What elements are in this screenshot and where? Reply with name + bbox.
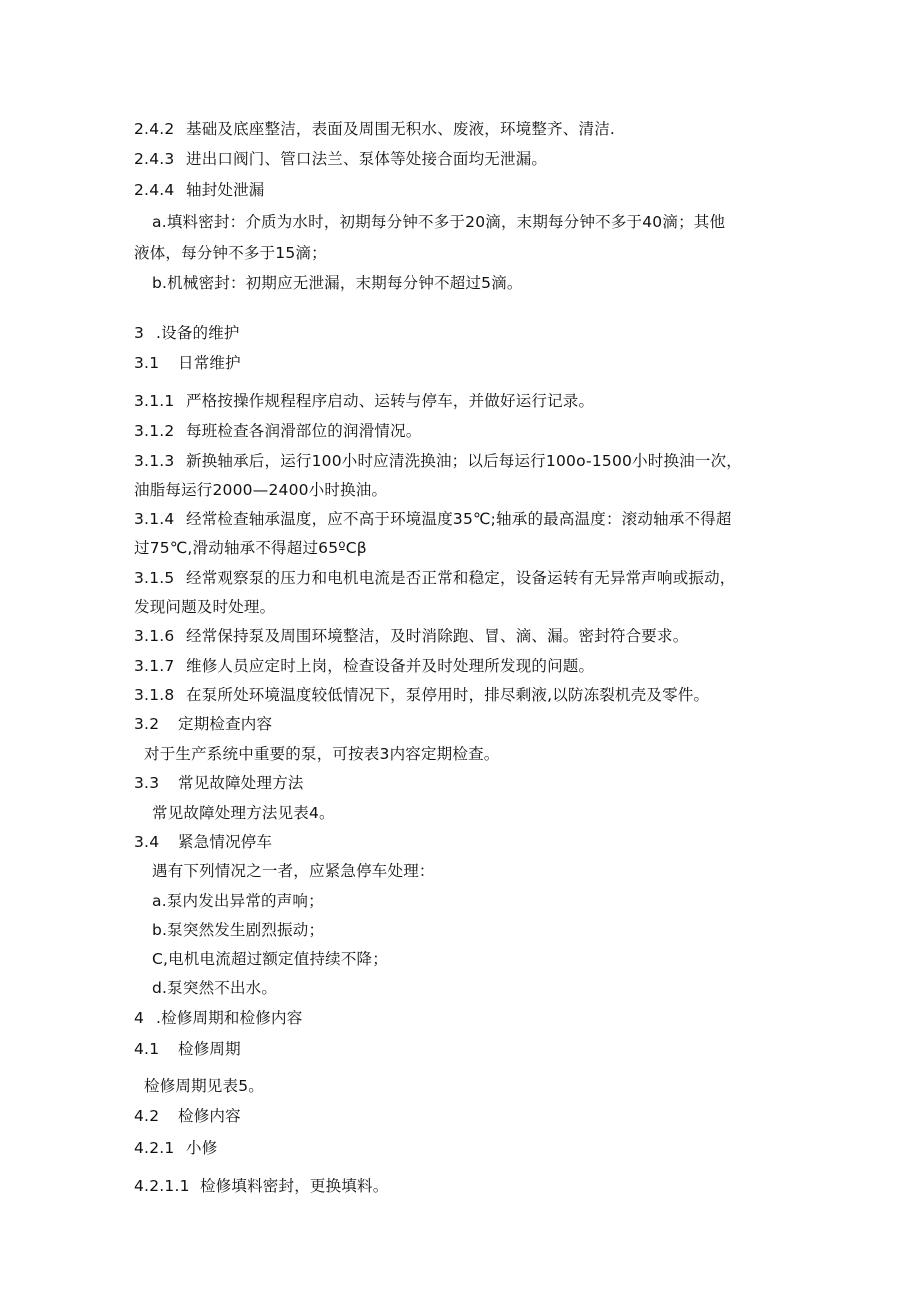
section-3-1	[134, 352, 241, 374]
section-number: 3	[134, 324, 145, 342]
paragraph-line: b.机械密封：初期应无泄漏，末期每分钟不超过5滴。	[152, 274, 523, 292]
section-2-4-3	[134, 148, 547, 170]
section-text: 紧急情况停车	[178, 833, 273, 851]
paragraph-line: 液体，每分钟不多于15滴；	[134, 244, 327, 262]
section-number: 3.2	[134, 715, 160, 733]
section-3-1-7	[134, 655, 594, 677]
list-item: C,电机电流超过额定值持续不降；	[152, 950, 388, 968]
section-3-2	[134, 713, 272, 735]
section-text: 常见故障处理方法	[178, 774, 304, 792]
section-4-2-1-1	[134, 1175, 388, 1197]
section-text: .检修周期和检修内容	[156, 1009, 303, 1027]
section-3-1-5	[134, 567, 736, 589]
section-text: 进出口阀门、管口法兰、泵体等处接合面均无泄漏。	[186, 150, 548, 168]
section-number: 4.2.1	[134, 1139, 175, 1157]
section-number: 3.1.7	[134, 657, 175, 675]
section-3-1-2	[134, 420, 422, 442]
section-number: 3.1.6	[134, 627, 175, 645]
section-text: 在泵所处环境温度较低情况下，泵停用时，排尽剩液,以防冻裂机壳及零件。	[186, 686, 710, 704]
section-text: 定期检查内容	[178, 715, 273, 733]
section-4-1	[134, 1038, 241, 1060]
section-number: 3.1	[134, 354, 160, 372]
paragraph-line: 过75℃,滑动轴承不得超过65ºCβ	[134, 539, 367, 557]
section-3-1-8	[134, 684, 709, 706]
paragraph-line: a.填料密封：介质为水时，初期每分钟不多于20滴，末期每分钟不多于40滴；其他	[152, 213, 726, 231]
section-number: 3.1.8	[134, 686, 175, 704]
section-text: 小修	[186, 1139, 218, 1157]
section-4-2-1	[134, 1137, 217, 1159]
section-number: 3.1.1	[134, 392, 175, 410]
section-number: 2.4.2	[134, 120, 175, 138]
section-text: 维修人员应定时上岗，检查设备并及时处理所发现的问题。	[186, 657, 595, 675]
section-text: 检修周期	[178, 1040, 241, 1058]
section-3-4	[134, 831, 272, 853]
paragraph-line: 对于生产系统中重要的泵，可按表3内容定期检查。	[144, 745, 500, 763]
section-text: 基础及底座整洁，表面及周围无积水、废液，环境整齐、清洁.	[186, 120, 616, 138]
section-3-1-4	[134, 508, 732, 530]
section-text: .设备的维护	[156, 324, 240, 342]
section-number: 2.4.4	[134, 181, 175, 199]
section-3-3	[134, 772, 304, 794]
paragraph-line: 常见故障处理方法见表4。	[152, 804, 335, 822]
section-text: 经常检查轴承温度，应不高于环境温度35℃;轴承的最高温度：滚动轴承不得超	[186, 510, 732, 528]
section-text: 新换轴承后，运行100小时应清洗换油；以后每运行100o-1500小时换油一次，	[186, 452, 742, 470]
section-number: 3.3	[134, 774, 160, 792]
section-2-4-4	[134, 179, 265, 201]
paragraph-line: 遇有下列情况之一者，应紧急停车处理：	[152, 862, 435, 880]
section-text: 日常维护	[178, 354, 241, 372]
section-3-1-6	[134, 625, 688, 647]
paragraph-line: 检修周期见表5。	[144, 1077, 264, 1095]
paragraph-line: 发现问题及时处理。	[134, 598, 276, 616]
section-number: 4.2	[134, 1107, 160, 1125]
section-text: 轴封处泄漏	[186, 181, 265, 199]
section-4-2	[134, 1105, 241, 1127]
list-item: d.泵突然不出水。	[152, 979, 278, 997]
section-4-heading	[134, 1007, 302, 1029]
section-number: 4	[134, 1009, 145, 1027]
section-text: 经常观察泵的压力和电机电流是否正常和稳定，设备运转有无异常声响或振动，	[186, 569, 736, 587]
section-number: 4.1	[134, 1040, 160, 1058]
section-number: 3.1.4	[134, 510, 175, 528]
section-number: 3.1.2	[134, 422, 175, 440]
section-number: 3.1.5	[134, 569, 175, 587]
section-number: 2.4.3	[134, 150, 175, 168]
section-text: 检修内容	[178, 1107, 241, 1125]
section-2-4-2	[134, 118, 615, 140]
section-text: 每班检查各润滑部位的润滑情况。	[186, 422, 422, 440]
section-number: 4.2.1.1	[134, 1177, 190, 1195]
section-text: 严格按操作规程程序启动、运转与停车，并做好运行记录。	[186, 392, 595, 410]
section-number: 3.4	[134, 833, 160, 851]
list-item: b.泵突然发生剧烈振动；	[152, 921, 325, 939]
section-text: 经常保持泵及周围环境整洁，及时消除跑、冒、滴、漏。密封符合要求。	[186, 627, 689, 645]
section-number: 3.1.3	[134, 452, 175, 470]
section-3-heading	[134, 322, 240, 344]
section-3-1-1	[134, 390, 594, 412]
paragraph-line: 油脂每运行2000—2400小时换油。	[134, 481, 388, 499]
section-text: 检修填料密封，更换填料。	[200, 1177, 389, 1195]
list-item: a.泵内发出异常的声响；	[152, 892, 324, 910]
section-3-1-3	[134, 450, 742, 472]
